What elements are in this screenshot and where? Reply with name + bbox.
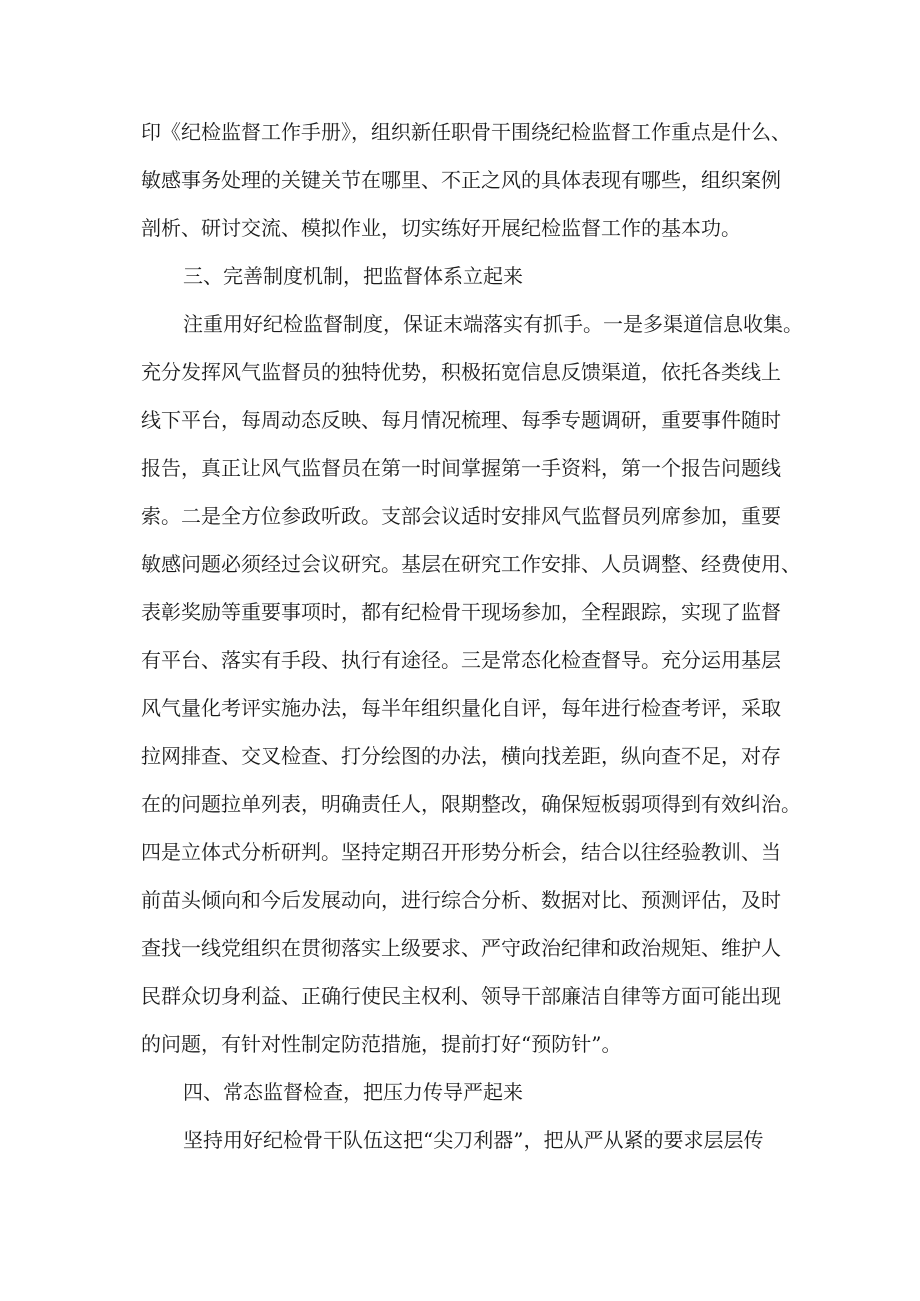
- body-text-line: 索。二是全方位参政听政。支部会议适时安排风气监督员列席参加，重要: [141, 504, 781, 528]
- body-text-line: 敏感问题必须经过会议研究。基层在研究工作安排、人员调整、经费使用、: [141, 552, 801, 576]
- body-text-line: 四是立体式分析研判。坚持定期召开形势分析会，结合以往经验教训、当: [141, 840, 781, 864]
- body-text-line: 前苗头倾向和今后发展动向，进行综合分析、数据对比、预测评估，及时: [141, 888, 781, 912]
- body-text-line: 表彰奖励等重要事项时，都有纪检骨干现场参加，全程跟踪，实现了监督: [141, 600, 781, 624]
- body-text-line: 有平台、落实有手段、执行有途径。三是常态化检查督导。充分运用基层: [141, 648, 781, 672]
- section-heading: 四、常态监督检查，把压力传导严起来: [183, 1080, 523, 1104]
- body-text-line: 查找一线党组织在贯彻落实上级要求、严守政治纪律和政治规矩、维护人: [141, 936, 781, 960]
- body-text-line: 剖析、研讨交流、模拟作业，切实练好开展纪检监督工作的基本功。: [141, 216, 741, 240]
- body-text-line: 报告，真正让风气监督员在第一时间掌握第一手资料，第一个报告问题线: [141, 456, 781, 480]
- section-heading: 三、完善制度机制，把监督体系立起来: [183, 264, 523, 288]
- body-text-line: 敏感事务处理的关键关节在哪里、不正之风的具体表现有哪些，组织案例: [141, 168, 781, 192]
- paragraph-first-line: 坚持用好纪检骨干队伍这把“尖刀利器”，把从严从紧的要求层层传: [183, 1128, 764, 1152]
- body-text-line: 风气量化考评实施办法，每半年组织量化自评，每年进行检查考评，采取: [141, 696, 781, 720]
- body-text-line: 线下平台，每周动态反映、每月情况梳理、每季专题调研，重要事件随时: [141, 408, 781, 432]
- body-text-line: 拉网排查、交叉检查、打分绘图的办法，横向找差距，纵向查不足，对存: [141, 744, 781, 768]
- body-text-line: 充分发挥风气监督员的独特优势，积极拓宽信息反馈渠道，依托各类线上: [141, 360, 781, 384]
- body-text-line: 民群众切身利益、正确行使民主权利、领导干部廉洁自律等方面可能出现: [141, 984, 781, 1008]
- body-text-line: 在的问题拉单列表，明确责任人，限期整改，确保短板弱项得到有效纠治。: [141, 792, 801, 816]
- body-text-line: 的问题，有针对性制定防范措施，提前打好“预防针”。: [141, 1032, 622, 1056]
- body-text-line: 印《纪检监督工作手册》，组织新任职骨干围绕纪检监督工作重点是什么、: [141, 120, 791, 144]
- paragraph-first-line: 注重用好纪检监督制度，保证末端落实有抓手。一是多渠道信息收集。: [183, 312, 803, 336]
